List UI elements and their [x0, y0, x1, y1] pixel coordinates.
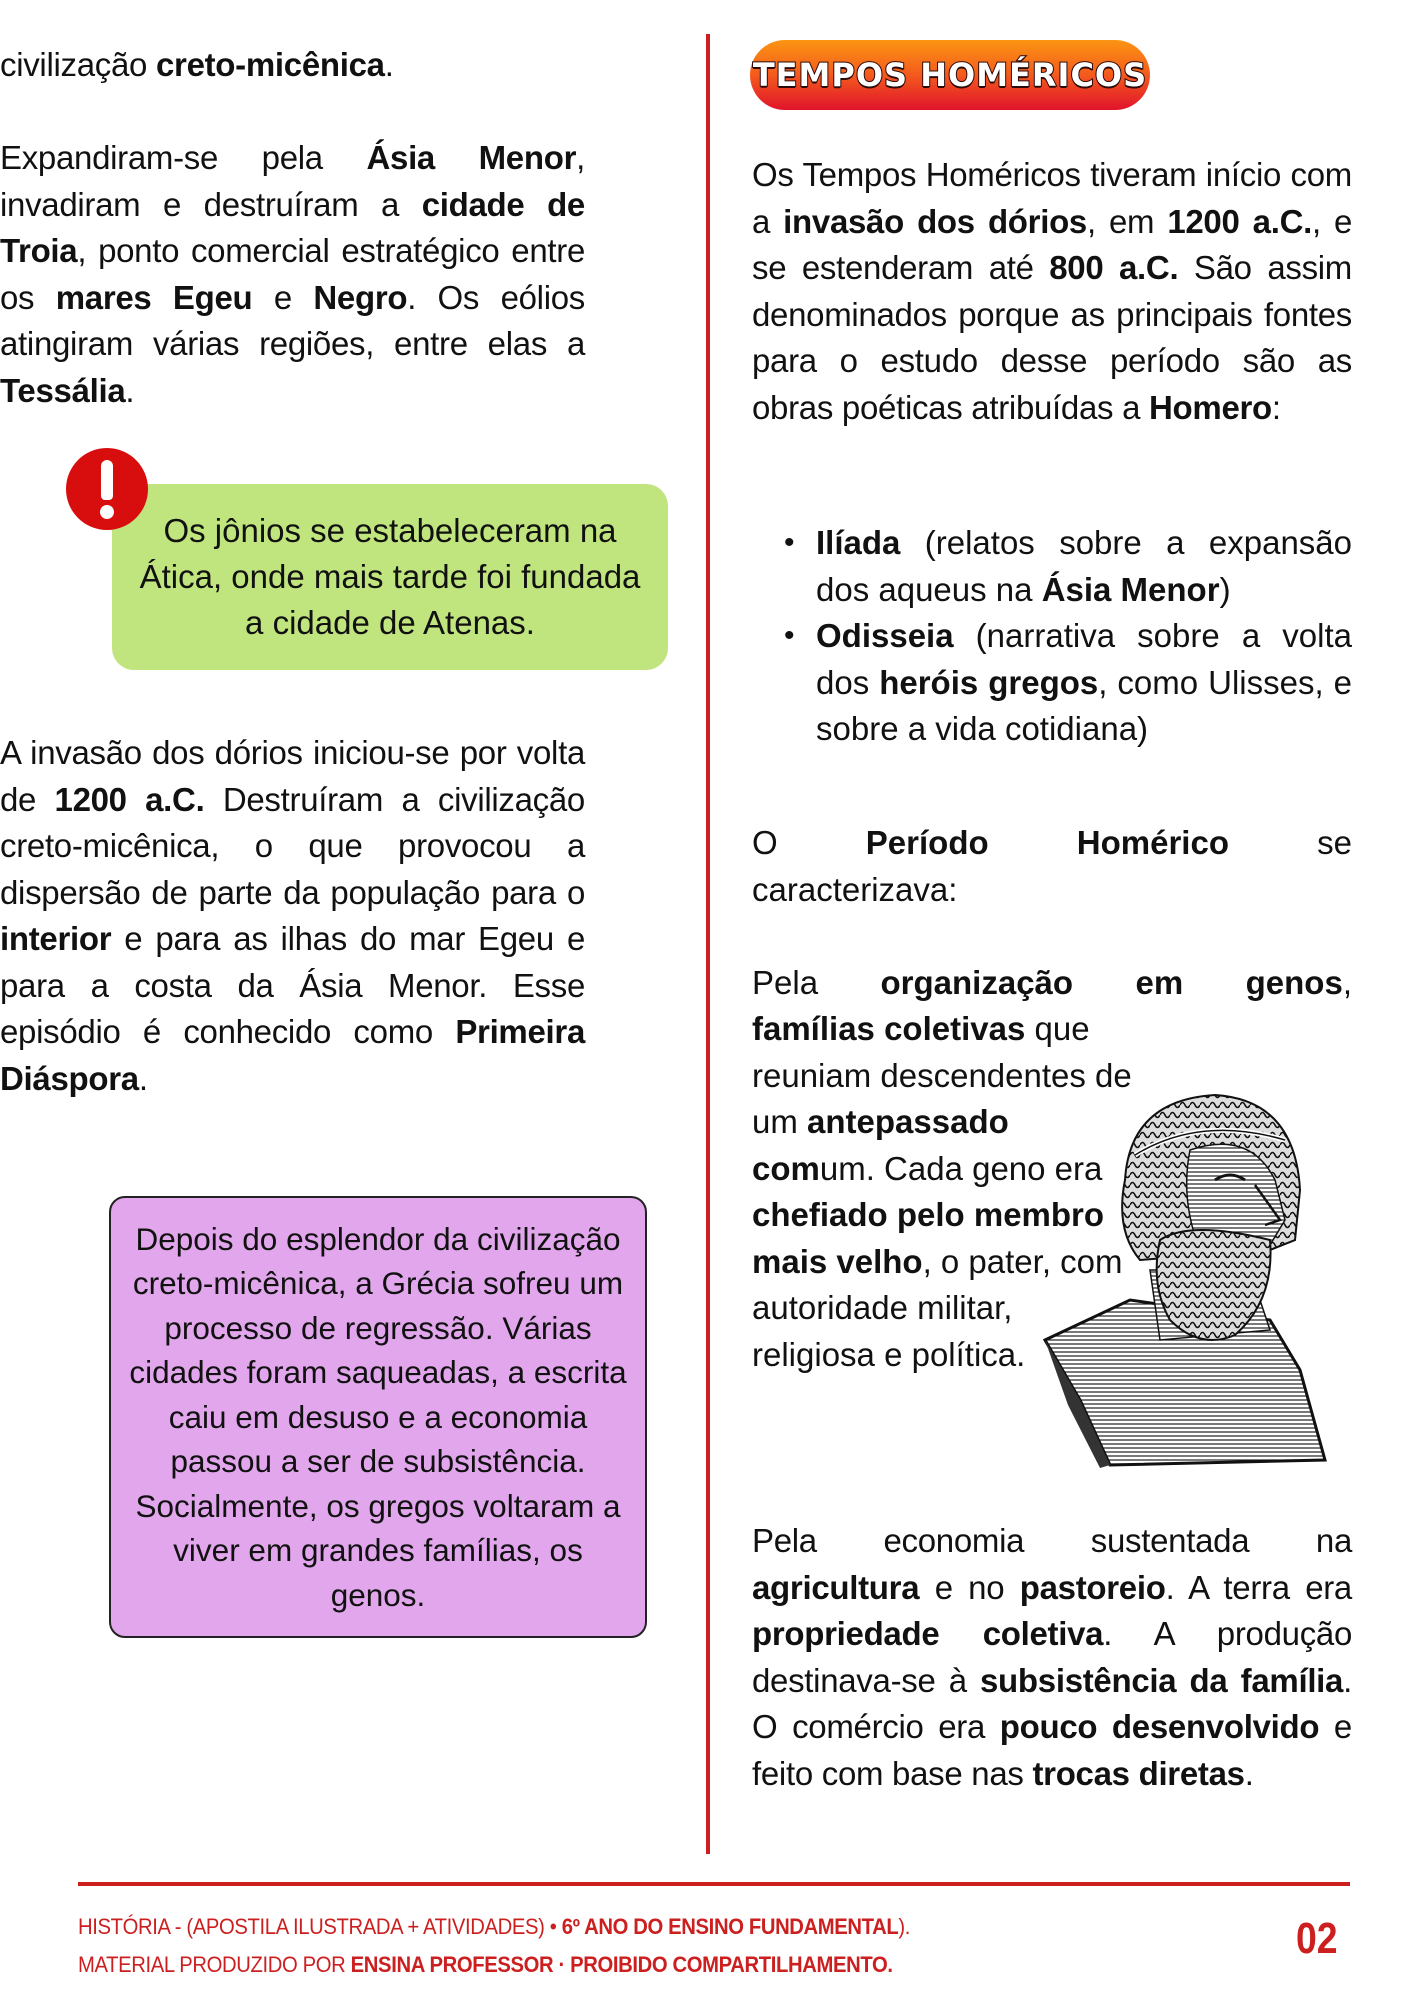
text: caracterizava: [752, 870, 958, 908]
text: Pela [752, 964, 819, 1001]
regression-callout-box [109, 1196, 647, 1638]
text: Expandiram-se pela [0, 139, 367, 176]
bold-text: antepassado com [752, 1103, 1009, 1187]
bold-text: cidade de Troia [0, 185, 585, 269]
bold-text: chefiado pelo membro mais velho [752, 1196, 1105, 1280]
bold-text: genos [1245, 964, 1343, 1001]
footer-course-info [78, 1914, 910, 1940]
text: HISTÓRIA - (APOSTILA ILUSTRADA + ATIVIDADES) • [78, 1914, 562, 1939]
bold-text: Negro [313, 278, 408, 316]
exclamation-icon [66, 448, 148, 530]
bold-text: creto-micênica [155, 46, 385, 83]
text: e no [919, 1568, 1020, 1606]
text: , ponto comercial estratégico entre os [0, 232, 585, 316]
text: . O comércio era [752, 1661, 1352, 1745]
list-item-odisseia [780, 613, 1352, 753]
callout-text: Depois do esplendor da civilização creto-micênica, a Grécia sofreu um processo de regressão. Várias cidades foram saqueadas, a escrita caiu em desuso e a economia passou a ser de subsistência. Socialmente, os gregos voltaram a viver em grandes famílias, os genos. [129, 1220, 627, 1613]
bold-text: Tessália [0, 371, 126, 409]
text: (relatos sobre a expansão dos aqueus na [816, 524, 1352, 608]
text: . [138, 1059, 148, 1097]
bold-text: Odisseia [816, 617, 954, 654]
bold-text: ENSINA PROFESSOR · PROIBIDO COMPARTILHAMENTO. [350, 1952, 893, 1977]
bold-text: propriedade coletiva [752, 1615, 1104, 1652]
bold-text: em [1135, 964, 1184, 1001]
text: São assim denominados porque as principais fontes para o estudo desse período são as obras poéticas atribuídas a [752, 249, 1352, 426]
bold-text: Período [865, 824, 989, 861]
homer-bust-illustration [1040, 1070, 1360, 1470]
text: . Os eólios atingiram várias regiões, entre elas a [0, 278, 585, 362]
bold-text: subsistência da família [980, 1661, 1344, 1699]
genos-paragraph-first-line [752, 960, 1352, 1007]
text: , [1342, 964, 1352, 1001]
page-number: 02 [1296, 1914, 1338, 1963]
bold-text: Homero [1149, 388, 1272, 426]
bold-text: trocas diretas [1032, 1754, 1245, 1792]
text: MATERIAL PRODUZIDO POR [78, 1952, 351, 1977]
homeric-intro-paragraph [752, 152, 1352, 431]
text: se [1317, 824, 1352, 861]
section-title-badge [750, 40, 1150, 110]
section-title: TEMPOS HOMÉRICOS [752, 56, 1148, 94]
bold-text: 6º ANO DO ENSINO FUNDAMENTAL [561, 1914, 899, 1939]
text: civilização [0, 46, 156, 83]
text: um. Cada geno era [819, 1149, 1103, 1187]
text: , invadiram e destruíram a [0, 139, 585, 223]
bold-text: 1200 a.C. [54, 780, 205, 818]
text: . A produção destinava-se à [752, 1615, 1352, 1699]
homeric-works-list [780, 520, 1352, 753]
bold-text: famílias coletivas [752, 1010, 1026, 1047]
bold-text: Ásia Menor [1041, 570, 1220, 608]
text: ) [1219, 570, 1231, 608]
text: A invasão dos dórios iniciou-se por volta de [0, 734, 585, 818]
text: O [752, 824, 778, 861]
footer-copyright [78, 1952, 893, 1978]
text: e para as ilhas do mar Egeu e para a costa da Ásia Menor. Esse episódio é conhecido como [0, 920, 585, 1050]
bold-text: Primeira Diáspora [0, 1013, 585, 1097]
intro-paragraph [0, 42, 585, 89]
text: e feito com base nas [752, 1708, 1352, 1792]
text: que reuniam descendentes de um [752, 1010, 1132, 1140]
bold-text: heróis gregos [879, 663, 1099, 701]
bold-text: mares Egeu [55, 278, 253, 316]
bold-text: invasão dos dórios [783, 202, 1087, 240]
bold-text: 1200 a.C. [1167, 202, 1312, 240]
text: , em [1087, 202, 1168, 240]
periodo-homerico-paragraph [752, 820, 1352, 913]
text: Pela economia sustentada na [752, 1522, 1352, 1559]
bold-text: Ilíada [816, 524, 901, 561]
bold-text: Homérico [1076, 824, 1229, 861]
bold-text: interior [0, 920, 112, 957]
callout-text: Os jônios se estabeleceram na Ática, onde mais tarde foi fundada a cidade de Atenas. [139, 512, 641, 641]
text: . [384, 46, 394, 83]
text: (narrativa sobre a volta dos [816, 617, 1352, 701]
column-divider [706, 34, 710, 1854]
bold-text: pouco desenvolvido [999, 1708, 1320, 1745]
expansion-paragraph [0, 135, 585, 414]
text: e [252, 278, 314, 316]
text: , o pater, com autoridade militar, religiosa e política. [752, 1242, 1123, 1373]
text: Destruíram a civilização creto-micênica, o que provocou a dispersão de parte da população para o [0, 780, 585, 911]
text: : [1271, 388, 1281, 426]
invasion-paragraph [0, 730, 585, 1102]
bold-text: organização [880, 964, 1074, 1001]
bold-text: Ásia Menor [366, 139, 577, 176]
text: . [1244, 1754, 1254, 1792]
economia-paragraph [752, 1518, 1352, 1797]
text: Os Tempos Homéricos tiveram início com a [752, 156, 1352, 240]
bold-text: agricultura [752, 1568, 920, 1606]
text: . A terra era [1165, 1568, 1352, 1606]
jonios-callout-box [112, 484, 668, 670]
text: . [125, 371, 135, 409]
bold-text: pastoreio [1019, 1568, 1166, 1606]
text: ). [898, 1914, 911, 1939]
list-item-iliada [780, 520, 1352, 613]
text: , e se estenderam até [752, 202, 1353, 286]
text: , como Ulisses, e sobre a vida cotidiana) [816, 663, 1352, 747]
footer-divider [78, 1882, 1350, 1886]
bold-text: 800 a.C. [1049, 249, 1179, 286]
